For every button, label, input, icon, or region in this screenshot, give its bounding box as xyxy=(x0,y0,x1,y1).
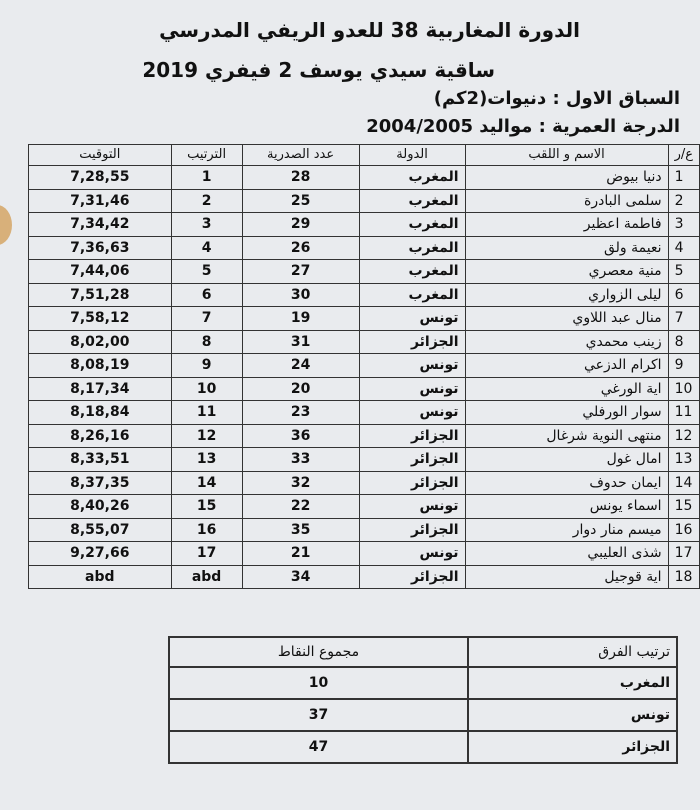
col-name-header: الاسم و اللقب xyxy=(465,145,668,166)
table-row xyxy=(29,213,700,237)
cell-rank: 16 xyxy=(171,518,242,542)
cell-rank: 3 xyxy=(171,213,242,237)
cell-num: 9 xyxy=(668,354,699,378)
teams-body xyxy=(169,667,677,763)
cell-name: ايمان حدوف xyxy=(465,471,668,495)
table-row xyxy=(29,518,700,542)
col-points-header: مجموع النقاط xyxy=(169,637,468,667)
cell-time: 7,31,46 xyxy=(29,189,172,213)
cell-team: تونس xyxy=(468,699,677,731)
table-row xyxy=(29,236,700,260)
cell-rank: 1 xyxy=(171,166,242,190)
col-rank-header: الترتيب xyxy=(171,145,242,166)
cell-time: 7,51,28 xyxy=(29,283,172,307)
cell-name: اية قوجيل xyxy=(465,565,668,589)
table-row xyxy=(29,354,700,378)
cell-bib: 33 xyxy=(242,448,359,472)
age-category: الدرجة العمرية : مواليد 2004/2005 xyxy=(366,116,680,137)
table-row xyxy=(29,401,700,425)
col-bib-header: عدد الصدرية xyxy=(242,145,359,166)
cell-time: 8,17,34 xyxy=(29,377,172,401)
cell-num: 12 xyxy=(668,424,699,448)
cell-country: تونس xyxy=(359,401,465,425)
cell-rank: 14 xyxy=(171,471,242,495)
cell-bib: 24 xyxy=(242,354,359,378)
cell-country: المغرب xyxy=(359,260,465,284)
cell-time: 7,36,63 xyxy=(29,236,172,260)
cell-name: نعيمة ولق xyxy=(465,236,668,260)
col-num-header: ع/ر xyxy=(668,145,699,166)
cell-points: 37 xyxy=(169,699,468,731)
cell-num: 2 xyxy=(668,189,699,213)
table-row xyxy=(29,424,700,448)
cell-bib: 27 xyxy=(242,260,359,284)
cell-time: 7,28,55 xyxy=(29,166,172,190)
cell-rank: 11 xyxy=(171,401,242,425)
cell-time: 8,02,00 xyxy=(29,330,172,354)
cell-country: المغرب xyxy=(359,166,465,190)
cell-name: ليلى الزواري xyxy=(465,283,668,307)
cell-num: 15 xyxy=(668,495,699,519)
table-row xyxy=(29,283,700,307)
cell-name: اكرام الدزعي xyxy=(465,354,668,378)
event-venue-date: ساقية سيدي يوسف 2 فيفري 2019 xyxy=(142,58,495,82)
cell-rank: 5 xyxy=(171,260,242,284)
cell-country: الجزائر xyxy=(359,518,465,542)
cell-country: المغرب xyxy=(359,283,465,307)
table-row xyxy=(29,542,700,566)
cell-country: تونس xyxy=(359,377,465,401)
cell-name: منال عبد اللاوي xyxy=(465,307,668,331)
cell-points: 10 xyxy=(169,667,468,699)
cell-num: 17 xyxy=(668,542,699,566)
cell-bib: 35 xyxy=(242,518,359,542)
cell-num: 6 xyxy=(668,283,699,307)
team-standings-table xyxy=(168,636,678,764)
cell-num: 11 xyxy=(668,401,699,425)
cell-time: 8,37,35 xyxy=(29,471,172,495)
cell-num: 8 xyxy=(668,330,699,354)
results-table xyxy=(28,144,700,589)
cell-name: سوار الورفلي xyxy=(465,401,668,425)
race-title: السباق الاول : دنيوات(2كم) xyxy=(433,88,680,109)
cell-time: 8,33,51 xyxy=(29,448,172,472)
cell-name: منتهى النوية شرغال xyxy=(465,424,668,448)
cell-country: المغرب xyxy=(359,236,465,260)
cell-rank: abd xyxy=(171,565,242,589)
cell-team: المغرب xyxy=(468,667,677,699)
cell-country: تونس xyxy=(359,495,465,519)
cell-country: المغرب xyxy=(359,189,465,213)
cell-name: دنيا بيوض xyxy=(465,166,668,190)
finger-photo-edge xyxy=(0,205,12,245)
cell-time: 7,58,12 xyxy=(29,307,172,331)
table-row xyxy=(29,448,700,472)
cell-country: الجزائر xyxy=(359,565,465,589)
cell-rank: 4 xyxy=(171,236,242,260)
cell-num: 4 xyxy=(668,236,699,260)
table-row xyxy=(29,377,700,401)
table-row xyxy=(29,260,700,284)
cell-rank: 2 xyxy=(171,189,242,213)
cell-name: منية معصري xyxy=(465,260,668,284)
cell-num: 18 xyxy=(668,565,699,589)
cell-country: تونس xyxy=(359,307,465,331)
cell-num: 13 xyxy=(668,448,699,472)
cell-name: شذى العليبي xyxy=(465,542,668,566)
cell-time: 8,26,16 xyxy=(29,424,172,448)
cell-time: 8,40,26 xyxy=(29,495,172,519)
cell-time: 7,44,06 xyxy=(29,260,172,284)
cell-country: الجزائر xyxy=(359,424,465,448)
cell-rank: 15 xyxy=(171,495,242,519)
cell-bib: 34 xyxy=(242,565,359,589)
cell-name: اية الورغي xyxy=(465,377,668,401)
cell-country: الجزائر xyxy=(359,448,465,472)
col-team-header: ترتيب الفرق xyxy=(468,637,677,667)
team-header-row xyxy=(169,637,677,667)
cell-points: 47 xyxy=(169,731,468,763)
table-row xyxy=(29,307,700,331)
table-row xyxy=(29,565,700,589)
table-row xyxy=(29,495,700,519)
team-row xyxy=(169,667,677,699)
cell-num: 5 xyxy=(668,260,699,284)
cell-bib: 29 xyxy=(242,213,359,237)
table-row xyxy=(29,330,700,354)
cell-rank: 6 xyxy=(171,283,242,307)
cell-time: 9,27,66 xyxy=(29,542,172,566)
cell-country: الجزائر xyxy=(359,330,465,354)
cell-time: 8,18,84 xyxy=(29,401,172,425)
cell-rank: 10 xyxy=(171,377,242,401)
cell-time: 8,08,19 xyxy=(29,354,172,378)
cell-country: تونس xyxy=(359,354,465,378)
col-country-header: الدولة xyxy=(359,145,465,166)
team-row xyxy=(169,731,677,763)
cell-bib: 21 xyxy=(242,542,359,566)
cell-rank: 17 xyxy=(171,542,242,566)
cell-name: فاطمة اعظير xyxy=(465,213,668,237)
cell-bib: 26 xyxy=(242,236,359,260)
cell-name: سلمى البادرة xyxy=(465,189,668,213)
cell-bib: 19 xyxy=(242,307,359,331)
cell-name: ميسم منار دوار xyxy=(465,518,668,542)
table-row xyxy=(29,189,700,213)
cell-num: 7 xyxy=(668,307,699,331)
cell-rank: 7 xyxy=(171,307,242,331)
cell-rank: 12 xyxy=(171,424,242,448)
results-header-row xyxy=(29,145,700,166)
cell-name: امال غول xyxy=(465,448,668,472)
cell-time: abd xyxy=(29,565,172,589)
cell-bib: 20 xyxy=(242,377,359,401)
table-row xyxy=(29,471,700,495)
cell-name: اسماء يونس xyxy=(465,495,668,519)
cell-bib: 31 xyxy=(242,330,359,354)
cell-time: 7,34,42 xyxy=(29,213,172,237)
results-body xyxy=(29,166,700,589)
cell-bib: 32 xyxy=(242,471,359,495)
cell-rank: 9 xyxy=(171,354,242,378)
cell-time: 8,55,07 xyxy=(29,518,172,542)
cell-bib: 36 xyxy=(242,424,359,448)
cell-bib: 23 xyxy=(242,401,359,425)
cell-bib: 28 xyxy=(242,166,359,190)
cell-country: الجزائر xyxy=(359,471,465,495)
cell-num: 10 xyxy=(668,377,699,401)
cell-rank: 8 xyxy=(171,330,242,354)
cell-team: الجزائر xyxy=(468,731,677,763)
cell-num: 1 xyxy=(668,166,699,190)
col-time-header: التوقيت xyxy=(29,145,172,166)
cell-rank: 13 xyxy=(171,448,242,472)
event-title: الدورة المغاربية 38 للعدو الريفي المدرسي xyxy=(159,18,580,42)
cell-bib: 30 xyxy=(242,283,359,307)
cell-bib: 25 xyxy=(242,189,359,213)
cell-num: 16 xyxy=(668,518,699,542)
cell-name: زينب محمدي xyxy=(465,330,668,354)
table-row xyxy=(29,166,700,190)
cell-country: تونس xyxy=(359,542,465,566)
cell-country: المغرب xyxy=(359,213,465,237)
cell-bib: 22 xyxy=(242,495,359,519)
cell-num: 3 xyxy=(668,213,699,237)
team-row xyxy=(169,699,677,731)
cell-num: 14 xyxy=(668,471,699,495)
